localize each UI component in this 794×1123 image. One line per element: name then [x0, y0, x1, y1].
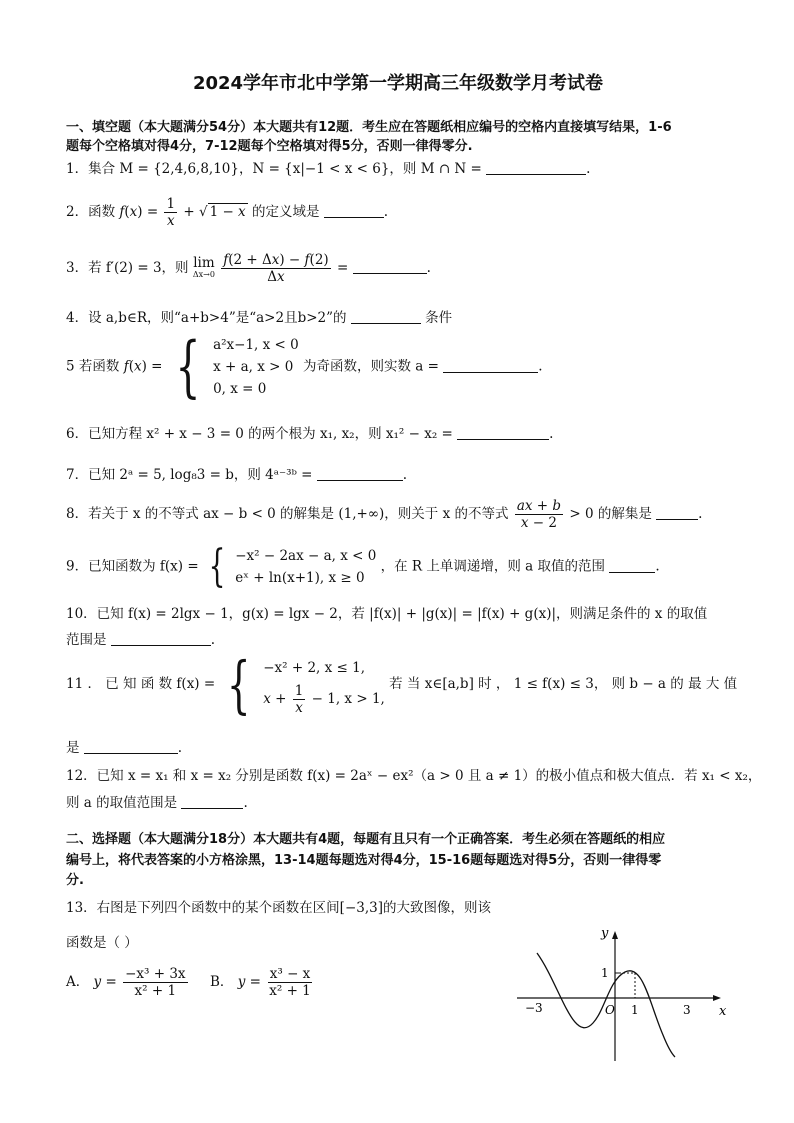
fraction: [267, 966, 313, 999]
question-8-suffix: > 0 的解集是: [569, 506, 652, 522]
answer-blank[interactable]: [486, 162, 586, 175]
y-axis-arrow: [612, 931, 618, 939]
answer-blank[interactable]: [656, 507, 698, 520]
option-b-label: B．: [210, 974, 234, 990]
piecewise-cases: [235, 545, 376, 589]
fraction: [123, 966, 187, 999]
question-1: 1．集合 M = {2,4,6,8,10}，N = {x|−1 < x < 6}，则 M ∩ N = .: [66, 161, 591, 177]
option-a-denominator: x² + 1: [134, 983, 177, 999]
question-5-suffix: 为奇函数，则实数 a =: [303, 358, 439, 375]
question-4: [66, 306, 452, 326]
question-9-text: 9．已知函数为 f(x) =: [66, 558, 199, 575]
question-10-line2: 范围是 .: [66, 632, 216, 648]
fraction: $\frac{ax + b}{x - 2}$: [516, 498, 562, 531]
question-11: [66, 647, 738, 721]
fraction: $\frac{1}{x}$: [166, 196, 176, 229]
question-2-text: 2．函数: [66, 204, 116, 220]
question-13-line2: 函数是（ ）: [66, 935, 138, 951]
section1-header-line2: 题每个空格填对得4分，7-12题每个空格填对得5分，否则一律得零分.: [66, 139, 473, 154]
question-2-suffix: 的定义域是: [251, 204, 320, 220]
brace: {: [208, 541, 226, 592]
case-2: x + $\frac{1}{x}$ − 1, x > 1,: [263, 683, 385, 716]
answer-blank[interactable]: [609, 560, 655, 573]
option-a-numerator: −x³ + 3x: [125, 966, 186, 982]
answer-blank[interactable]: [317, 468, 403, 481]
case-3: 0, x = 0: [213, 381, 267, 397]
x-label: x: [719, 1004, 727, 1019]
tick-3: 3: [683, 1003, 691, 1017]
question-5-text: 5 若函数: [66, 358, 120, 375]
case-1: a²x−1, x < 0: [213, 337, 299, 353]
question-4-suffix: 条件: [425, 310, 453, 326]
answer-blank[interactable]: [84, 741, 178, 754]
question-12-line2: 则 a 的取值范围是 .: [66, 795, 248, 811]
case-2: x + a, x > 0: [213, 359, 294, 375]
fraction: $\frac{f(2 + \Delta x) - f(2)}{\Delta x}$: [223, 252, 329, 285]
question-7: 7．已知 2ᵃ = 5, log₈3 = b，则 4ᵃ⁻³ᵇ = .: [66, 467, 408, 483]
question-11-prefix: 是: [66, 740, 80, 756]
answer-blank[interactable]: [181, 796, 243, 809]
question-8: 8．若关于 x 的不等式 ax − b < 0 的解集是 (1,+∞)，则关于 x 的不等式 $\frac{ax + b}{x - 2}$ > 0 的解集是 .: [66, 498, 703, 531]
question-9-suffix: ，在 R 上单调递增，则 a 取值的范围: [380, 558, 606, 575]
question-7-text: 7．已知 2ᵃ = 5, log₈3 = b，则 4ᵃ⁻³ᵇ =: [66, 467, 313, 483]
question-11-text: 11 ． 已 知 函 数 f(x) =: [66, 676, 216, 692]
option-a-label: A．: [66, 974, 90, 990]
answer-blank[interactable]: [457, 427, 549, 440]
question-3-text: 3．若 f′(2) = 3，则: [66, 260, 189, 276]
case-2-tail: − 1, x > 1,: [311, 691, 385, 707]
brace: {: [175, 328, 201, 405]
option-b-numerator: x³ − x: [269, 966, 311, 982]
question-13-line1: 13．右图是下列四个函数中的某个函数在区间[−3,3]的大致图像，则该: [66, 900, 491, 916]
option-b[interactable]: B． y = $\frac{\text{x³ − x}}{\text{x² + 1}}$: [210, 966, 311, 999]
question-11-suffix: 若 当 x∈[a,b] 时 ， 1 ≤ f(x) ≤ 3， 则 b − a 的 最 大 值: [389, 676, 738, 692]
case-1: −x² + 2, x ≤ 1,: [263, 660, 366, 676]
section2-header-line2: 编号上，将代表答案的小方格涂黑，13-14题每题选对得4分，15-16题每题选对得5分，否则一律得零: [66, 853, 662, 868]
answer-blank[interactable]: [351, 311, 421, 324]
section2-header-line3: 分.: [66, 873, 84, 888]
x-axis-arrow: [713, 995, 721, 1001]
question-9: 9．已知函数为 f(x) = { −x² − 2ax − a, x < 0 eˣ + ln(x+1), x ≥ 0 ，在 R 上单调递增，则 a 取值的范围 .: [66, 541, 660, 592]
question-6: 6．已知方程 x² + x − 3 = 0 的两个根为 x₁, x₂，则 x₁² − x₂ = .: [66, 426, 554, 442]
answer-blank[interactable]: [443, 360, 538, 373]
case-2: eˣ + ln(x+1), x ≥ 0: [235, 570, 365, 586]
question-10-suffix: 范围是: [66, 632, 107, 648]
answer-blank[interactable]: [111, 633, 211, 646]
case-1: −x² − 2ax − a, x < 0: [235, 548, 377, 564]
limit: lim Δx→0: [192, 254, 215, 279]
answer-blank[interactable]: [324, 205, 384, 218]
question-8-text: 8．若关于 x 的不等式 ax − b < 0 的解集是 (1,+∞)，则关于 x 的不等式: [66, 506, 509, 522]
question-11-line2: 是 .: [66, 740, 183, 756]
question-1-text: 1．集合 M = {2,4,6,8,10}，N = {x|−1 < x < 6}，则 M ∩ N =: [66, 161, 482, 177]
piecewise-cases: [213, 334, 299, 400]
section1-header-line1: 一、填空题（本大题满分54分）本大题共有12题．考生应在答题纸相应编号的空格内直接填写结果，1-6: [66, 120, 672, 135]
question-6-text: 6．已知方程 x² + x − 3 = 0 的两个根为 x₁, x₂，则 x₁² − x₂ =: [66, 426, 453, 442]
page-title: 2024学年市北中学第一学期高三年级数学月考试卷: [192, 73, 604, 94]
question-4-text: 4．设 a,b∈R，则“a+b>4”是“a>2且b>2”的: [66, 310, 347, 326]
section2-header-line1: 二、选择题（本大题满分18分）本大题共有4题，每题有且只有一个正确答案．考生必须在答题纸的相应: [66, 832, 666, 847]
origin-label: O: [605, 1003, 615, 1017]
question-12-suffix: 则 a 的取值范围是: [66, 795, 178, 811]
question-12-line1: 12．已知 x = x₁ 和 x = x₂ 分别是函数 f(x) = 2aˣ − ex²（a > 0 且 a ≠ 1）的极小值点和极大值点．若 x₁ < x₂，: [66, 768, 762, 784]
question-2: 2．函数 f(x) = $\frac{1}{x}$ + √ 1 − x 的定义域是 .: [66, 196, 389, 229]
function-graph: [515, 925, 725, 1065]
question-10-line1: 10．已知 f(x) = 2lgx − 1，g(x) = lgx − 2，若 |f(x)| + |g(x)| = |f(x) + g(x)|，则满足条件的 x 的取值: [66, 606, 708, 622]
tick-1: 1: [631, 1003, 639, 1017]
answer-blank[interactable]: [353, 261, 427, 274]
question-5: 5 若函数 f(x) = { a²x−1, x < 0 x + a, x > 0 0, x = 0 为奇函数，则实数 a = .: [66, 328, 543, 405]
question-3: 3．若 f′(2) = 3，则 lim Δx→0 $\frac{f(2 + \Delta x) - f(2)}{\Delta x}$ = .: [66, 252, 431, 285]
option-a[interactable]: A． y = $\frac{\text{−x³ + 3x}}{\text{x² + 1}}$: [66, 966, 186, 999]
brace: {: [227, 647, 252, 721]
option-b-denominator: x² + 1: [269, 983, 311, 999]
piecewise-cases: [263, 653, 385, 716]
ytick-1: 1: [601, 966, 609, 980]
y-label: y: [601, 926, 609, 941]
tick-neg3: −3: [525, 1001, 543, 1015]
